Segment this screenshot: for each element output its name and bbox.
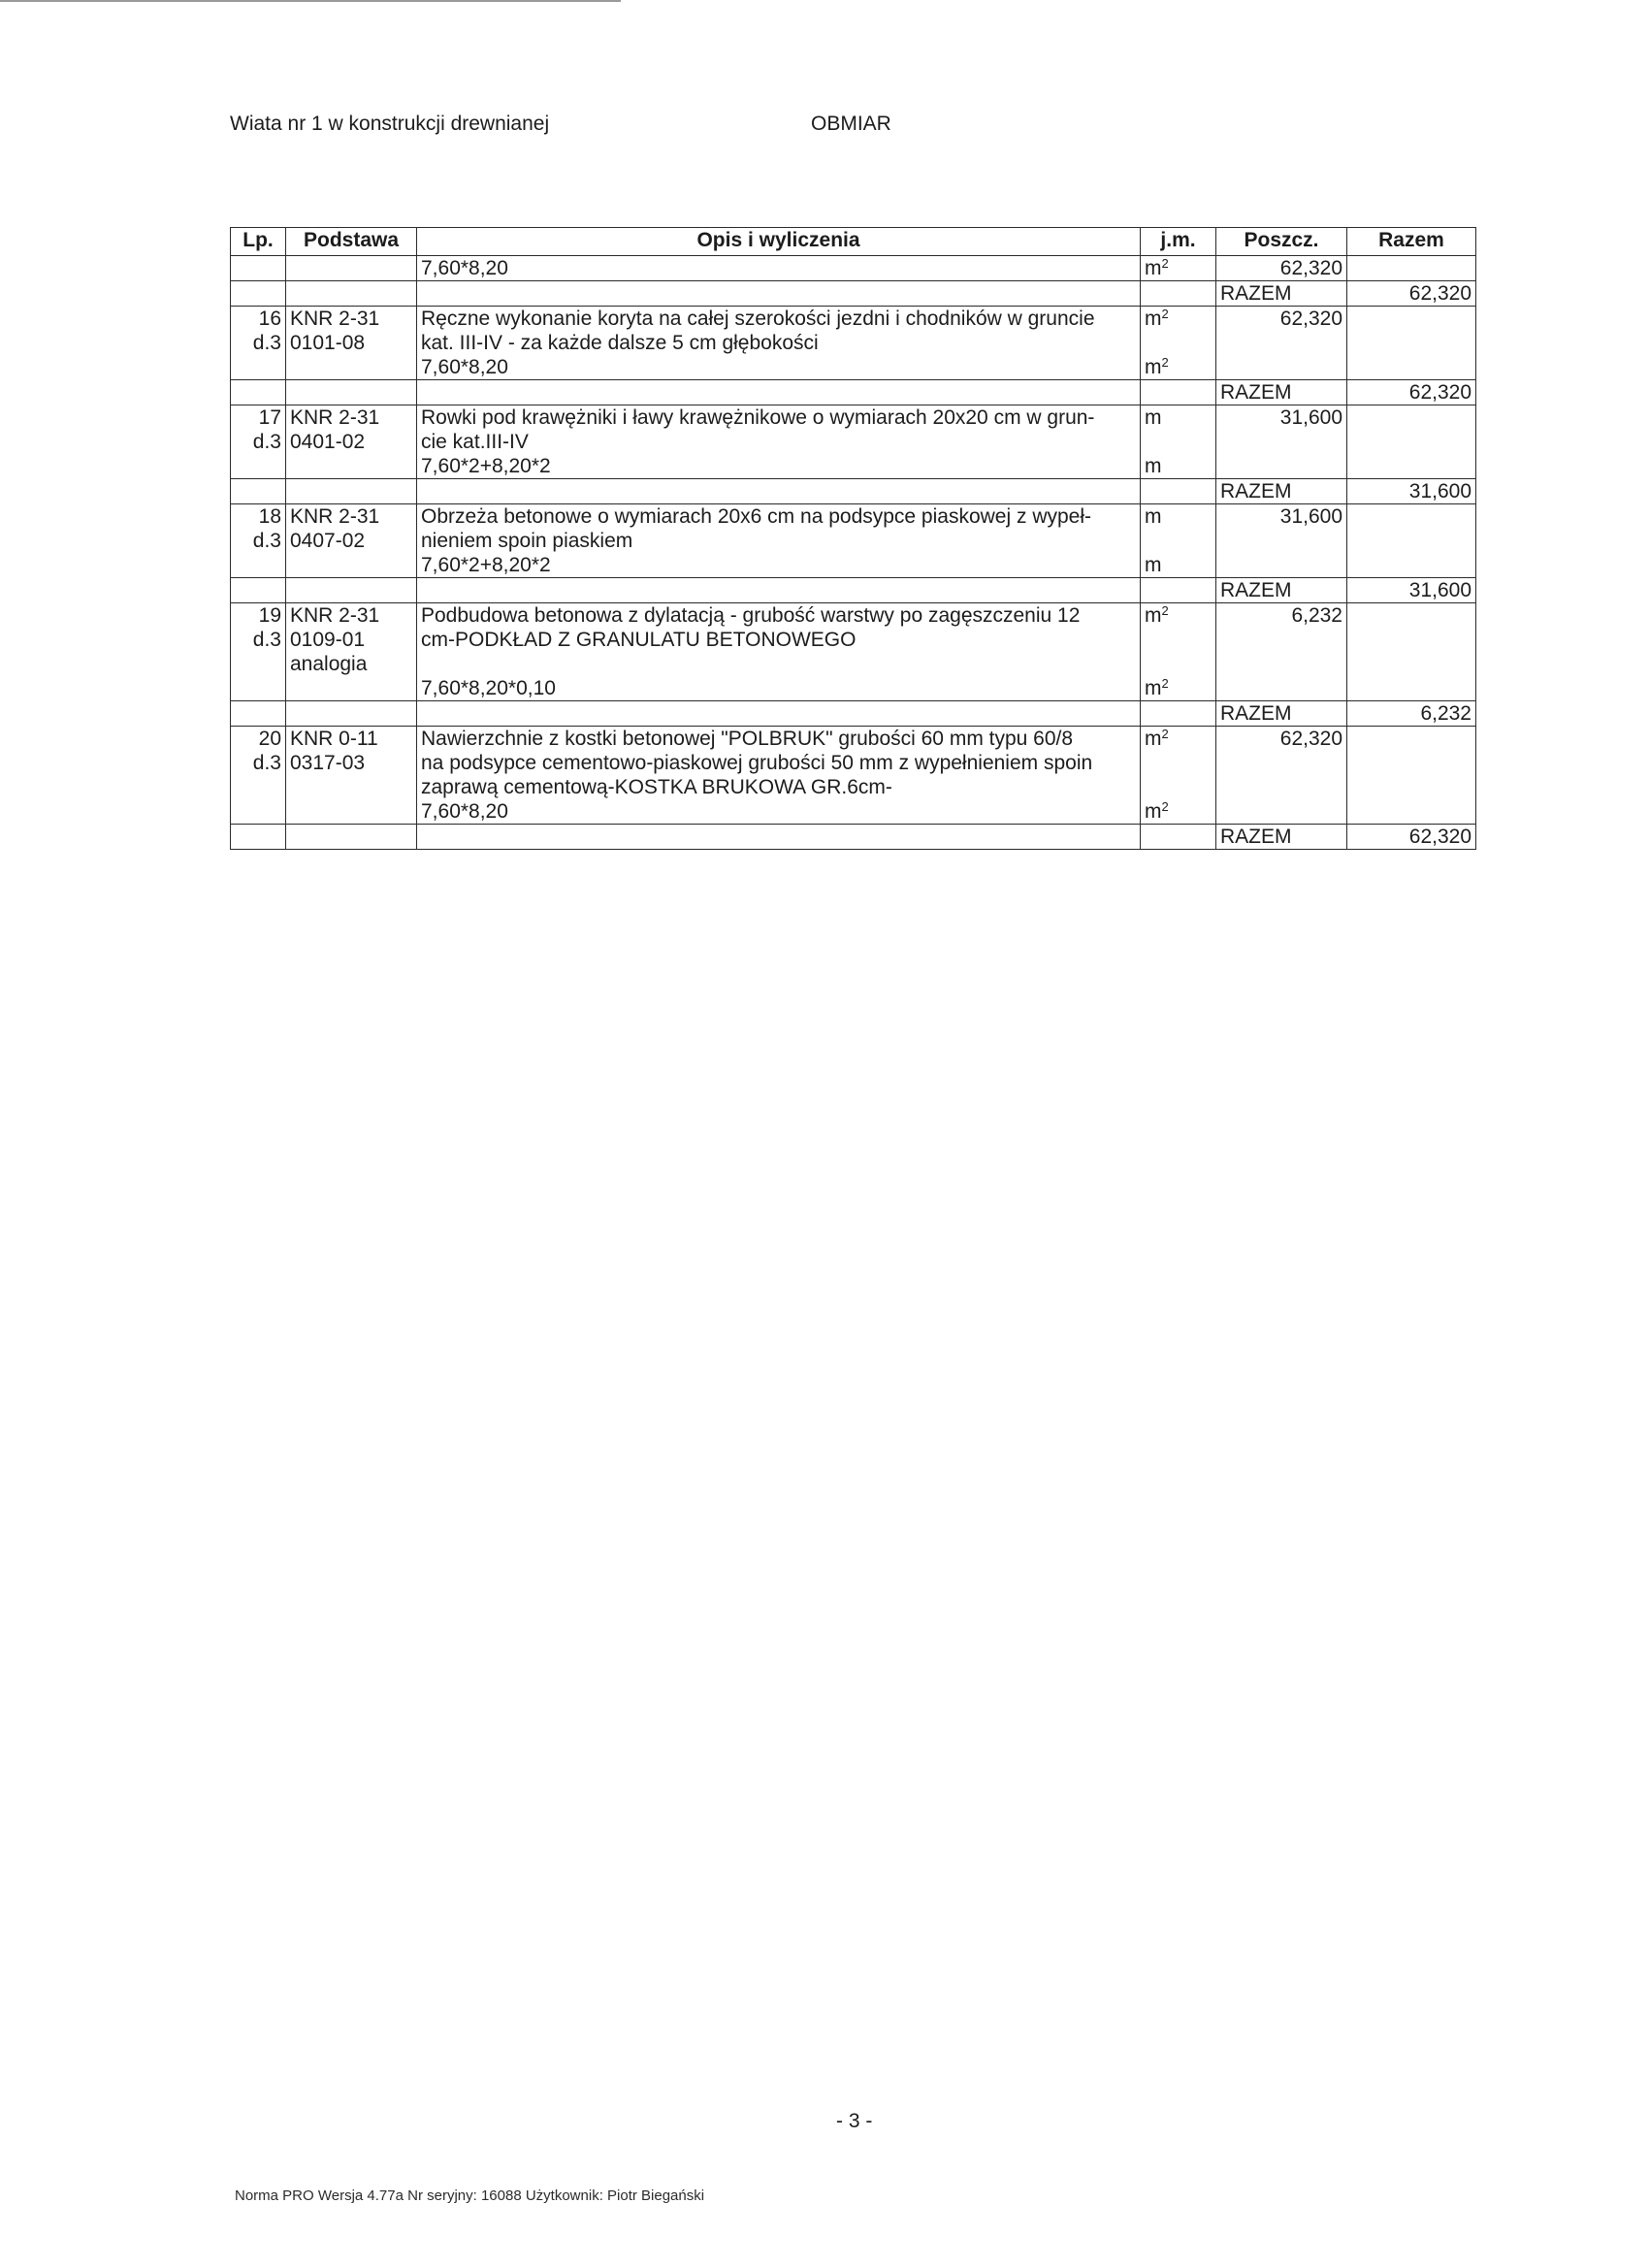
item-sum-row <box>231 479 1476 504</box>
basis-line: KNR 0-11 <box>290 728 378 750</box>
unit-base: m <box>1145 455 1162 477</box>
item-unit-cell <box>1141 307 1216 380</box>
column-header-total: Razem <box>1347 228 1476 256</box>
item-total-empty-cell <box>1347 727 1476 825</box>
item-lp-cell <box>231 603 286 701</box>
item-calculation: 7,60*2+8,20*2 <box>421 554 551 576</box>
unit-base: m <box>1145 406 1162 429</box>
item-sum-row <box>231 578 1476 603</box>
razem-label: RAZEM <box>1216 578 1347 603</box>
sum-lp-cell <box>231 281 286 307</box>
item-total-value: 62,320 <box>1347 380 1476 405</box>
description-line: cm-PODKŁAD Z GRANULATU BETONOWEGO <box>421 629 857 651</box>
description-line: cie kat.III-IV <box>421 431 529 453</box>
unit-superscript: 2 <box>1161 355 1169 370</box>
basis-line: 0407-02 <box>290 530 366 552</box>
item-total-value: 6,232 <box>1347 701 1476 727</box>
razem-label: RAZEM <box>1216 701 1347 727</box>
item-lp-cell <box>231 727 286 825</box>
item-quantity: 31,600 <box>1279 505 1342 528</box>
carry-calc-row <box>231 256 1476 281</box>
item-quantity-cell <box>1216 727 1347 825</box>
item-number: 17 <box>258 406 281 429</box>
item-unit-spacer <box>1145 529 1212 553</box>
item-quantity-cell <box>1216 504 1347 578</box>
item-unit-top <box>1145 405 1212 430</box>
sum-basis-cell <box>286 281 417 307</box>
item-calculation: 7,60*2+8,20*2 <box>421 455 551 477</box>
item-quantity: 6,232 <box>1291 604 1342 627</box>
sum-basis-cell <box>286 479 417 504</box>
column-header-quantity: Poszcz. <box>1216 228 1347 256</box>
basis-line: 0317-03 <box>290 752 366 774</box>
item-unit-cell <box>1141 727 1216 825</box>
item-unit-spacer <box>1145 751 1212 775</box>
sum-basis-cell <box>286 380 417 405</box>
item-chapter: d.3 <box>252 629 281 651</box>
item-unit-top <box>1145 307 1212 331</box>
item-quantity: 31,600 <box>1279 406 1342 429</box>
column-header-lp: Lp. <box>231 228 286 256</box>
document-type-label: OBMIAR <box>811 113 891 135</box>
item-unit-spacer <box>1145 430 1212 454</box>
item-unit-bottom <box>1145 454 1212 478</box>
sum-unit-cell <box>1141 281 1216 307</box>
measurement-table <box>230 227 1476 850</box>
sum-lp-cell <box>231 701 286 727</box>
item-unit-spacer <box>1145 331 1212 355</box>
sum-lp-cell <box>231 479 286 504</box>
sum-desc-cell <box>417 701 1141 727</box>
basis-line: analogia <box>290 653 368 675</box>
item-chapter: d.3 <box>252 752 281 774</box>
item-unit-cell <box>1141 603 1216 701</box>
item-row <box>231 603 1476 701</box>
razem-label: RAZEM <box>1216 281 1347 307</box>
basis-line: 0401-02 <box>290 431 366 453</box>
sum-unit-cell <box>1141 701 1216 727</box>
sum-unit-cell <box>1141 578 1216 603</box>
description-line: nieniem spoin piaskiem <box>421 530 633 552</box>
item-unit-spacer <box>1145 628 1212 652</box>
sum-desc-cell <box>417 380 1141 405</box>
item-total-value: 31,600 <box>1347 578 1476 603</box>
item-total-empty-cell <box>1347 307 1476 380</box>
basis-line: KNR 2-31 <box>290 308 380 330</box>
basis-line: KNR 2-31 <box>290 505 380 528</box>
description-line: Obrzeża betonowe o wymiarach 20x6 cm na podsypce piaskowej z wypeł- <box>421 505 1092 528</box>
unit-base: m <box>1145 308 1162 330</box>
item-number: 18 <box>258 505 281 528</box>
sum-basis-cell <box>286 701 417 727</box>
item-unit-bottom <box>1145 355 1212 379</box>
description-line: na podsypce cementowo-piaskowej grubości 50 mm z wypełnieniem spoin <box>421 752 1093 774</box>
item-unit-bottom <box>1145 553 1212 577</box>
unit-superscript: 2 <box>1161 676 1169 691</box>
carry-calc-cell: 7,60*8,20 <box>417 256 1141 281</box>
item-description-cell <box>417 405 1141 479</box>
description-line: Rowki pod krawężniki i ławy krawężnikowe o wymiarach 20x20 cm w grun- <box>421 406 1095 429</box>
item-total-value: 62,320 <box>1347 825 1476 850</box>
unit-base: m <box>1145 257 1162 279</box>
item-unit-spacer <box>1145 652 1212 676</box>
unit-base: m <box>1145 356 1162 378</box>
column-header-description: Opis i wyliczenia <box>417 228 1141 256</box>
item-description-cell <box>417 727 1141 825</box>
description-line: Podbudowa betonowa z dylatacją - grubość warstwy po zagęszczeniu 12 <box>421 604 1081 627</box>
item-quantity: 62,320 <box>1279 728 1342 750</box>
sum-basis-cell <box>286 578 417 603</box>
item-basis-cell <box>286 307 417 380</box>
item-chapter: d.3 <box>252 332 281 354</box>
carry-lp-cell <box>231 256 286 281</box>
item-unit-bottom <box>1145 676 1212 700</box>
carry-basis-cell <box>286 256 417 281</box>
item-unit-top <box>1145 504 1212 529</box>
item-row <box>231 405 1476 479</box>
unit-superscript: 2 <box>1161 256 1169 271</box>
razem-label: RAZEM <box>1216 380 1347 405</box>
sum-unit-cell <box>1141 825 1216 850</box>
unit-superscript: 2 <box>1161 307 1169 321</box>
unit-base: m <box>1145 728 1162 750</box>
carry-total-empty-cell <box>1347 256 1476 281</box>
item-description-cell <box>417 307 1141 380</box>
item-total-value: 31,600 <box>1347 479 1476 504</box>
item-lp-cell <box>231 405 286 479</box>
item-quantity-cell <box>1216 405 1347 479</box>
column-header-unit: j.m. <box>1141 228 1216 256</box>
unit-superscript: 2 <box>1161 603 1169 618</box>
item-unit-top <box>1145 727 1212 751</box>
unit-superscript: 2 <box>1161 727 1169 741</box>
item-basis-cell <box>286 405 417 479</box>
item-basis-cell <box>286 727 417 825</box>
basis-line: KNR 2-31 <box>290 406 380 429</box>
unit-base: m <box>1145 505 1162 528</box>
page-number: - 3 - <box>836 2110 873 2132</box>
item-sum-row <box>231 380 1476 405</box>
item-unit-cell <box>1141 504 1216 578</box>
table-body <box>231 256 1476 850</box>
item-sum-row <box>231 825 1476 850</box>
sum-lp-cell <box>231 578 286 603</box>
razem-label: RAZEM <box>1216 825 1347 850</box>
item-total-empty-cell <box>1347 504 1476 578</box>
sum-desc-cell <box>417 281 1141 307</box>
item-unit-spacer <box>1145 775 1212 799</box>
item-calculation: 7,60*8,20 <box>421 356 508 378</box>
item-lp-cell <box>231 307 286 380</box>
sum-basis-cell <box>286 825 417 850</box>
software-footer: Norma PRO Wersja 4.77a Nr seryjny: 16088 Użytkownik: Piotr Biegański <box>235 2187 705 2204</box>
item-unit-bottom <box>1145 799 1212 824</box>
razem-label: RAZEM <box>1216 479 1347 504</box>
basis-line: KNR 2-31 <box>290 604 380 627</box>
description-line: zaprawą cementową-KOSTKA BRUKOWA GR.6cm- <box>421 776 892 798</box>
carry-total-value: 62,320 <box>1347 281 1476 307</box>
sum-lp-cell <box>231 825 286 850</box>
sum-desc-cell <box>417 578 1141 603</box>
item-quantity-cell <box>1216 603 1347 701</box>
item-chapter: d.3 <box>252 530 281 552</box>
item-description-cell <box>417 603 1141 701</box>
unit-superscript: 2 <box>1161 799 1169 814</box>
description-line: Nawierzchnie z kostki betonowej "POLBRUK" grubości 60 mm typu 60/8 <box>421 728 1074 750</box>
carry-quantity-cell: 62,320 <box>1216 256 1347 281</box>
item-total-empty-cell <box>1347 405 1476 479</box>
item-chapter: d.3 <box>252 431 281 453</box>
item-number: 19 <box>258 604 281 627</box>
carry-sum-row <box>231 281 1476 307</box>
item-row <box>231 307 1476 380</box>
description-line: Ręczne wykonanie koryta na całej szerokości jezdni i chodników w gruncie <box>421 308 1095 330</box>
item-unit-cell <box>1141 405 1216 479</box>
description-line <box>421 652 1136 676</box>
item-calculation: 7,60*8,20*0,10 <box>421 677 556 699</box>
sum-unit-cell <box>1141 380 1216 405</box>
item-total-empty-cell <box>1347 603 1476 701</box>
sum-desc-cell <box>417 825 1141 850</box>
unit-base: m <box>1145 554 1162 576</box>
item-row <box>231 727 1476 825</box>
item-row <box>231 504 1476 578</box>
sum-lp-cell <box>231 380 286 405</box>
sum-unit-cell <box>1141 479 1216 504</box>
item-quantity-cell <box>1216 307 1347 380</box>
item-number: 16 <box>258 308 281 330</box>
item-unit-top <box>1145 603 1212 628</box>
carry-unit-cell <box>1141 256 1216 281</box>
scan-top-edge-line <box>0 0 621 2</box>
column-header-basis: Podstawa <box>286 228 417 256</box>
item-calculation: 7,60*8,20 <box>421 800 508 823</box>
basis-line: 0109-01 <box>290 629 366 651</box>
item-lp-cell <box>231 504 286 578</box>
description-line: kat. III-IV - za każde dalsze 5 cm głębokości <box>421 332 819 354</box>
unit-base: m <box>1145 604 1162 627</box>
item-basis-cell <box>286 504 417 578</box>
item-sum-row <box>231 701 1476 727</box>
item-quantity: 62,320 <box>1279 308 1342 330</box>
basis-line: 0101-08 <box>290 332 366 354</box>
item-description-cell <box>417 504 1141 578</box>
item-number: 20 <box>258 728 281 750</box>
sum-desc-cell <box>417 479 1141 504</box>
item-basis-cell <box>286 603 417 701</box>
unit-base: m <box>1145 677 1162 699</box>
table-header-row <box>231 228 1476 256</box>
document-title: Wiata nr 1 w konstrukcji drewnianej <box>230 113 550 135</box>
unit-base: m <box>1145 800 1162 823</box>
